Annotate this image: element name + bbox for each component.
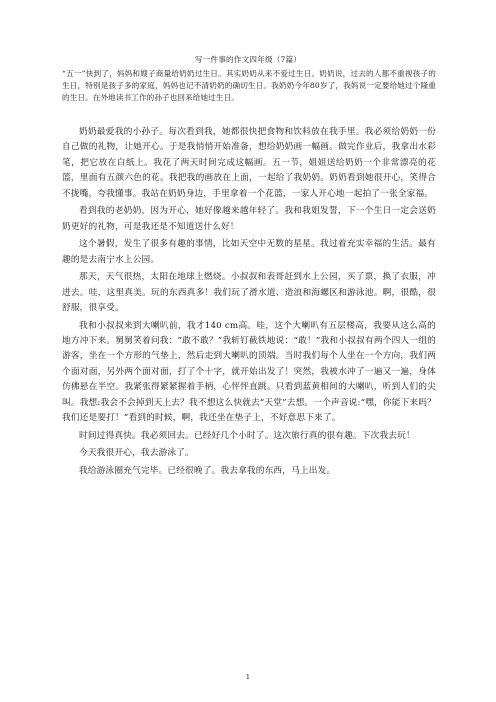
paragraph: 看到我的老奶奶，因为开心，她好像越来越年轻了。我和我姐发誓，下一个生日一定会送奶奶更好的礼物，可是我还是不知道送什么好！ xyxy=(62,206,436,232)
paragraph: 时间过得真快。我必须回去。已经好几个小时了。这次旅行真的很有趣。下次我去玩！ xyxy=(79,430,415,441)
intro-text: “五一”快到了，妈妈和嫂子商量给奶奶过生日。其实奶奶从来不爱过生日。奶奶说，过去的人都不重视孩子的生日，特别是孩子多的家庭，妈妈也记不清奶奶的确切生日。我奶奶今年80岁了，我妈说一定要给她过个隆重的生日。在外地读书工作的孙子也回来给她过生日。 xyxy=(62,69,436,103)
paragraph: 那天，天气很热，太阳在地球上燃烧。小叔叔和表哥赶到水上公园，买了票，换了衣服，冲进去。哇，这里真美。玩的东西真多！我们玩了滑水道、造浪和海螺区和游泳池。啊，很酷，很舒服，很享受。 xyxy=(62,272,436,314)
paragraph: 今天我很开心，我去游泳了。 xyxy=(79,448,194,459)
paragraph: 我给游泳圈充气完毕。已经很晚了。我去拿我的东西，马上出发。 xyxy=(79,465,336,476)
page-number: 1 xyxy=(245,673,251,681)
intro-paragraph xyxy=(62,68,436,104)
body-text xyxy=(62,125,436,481)
paragraph: 奶奶最爱我的小孙子。每次看到我，她都很快把食物和饮料放在我手里。我必须给奶奶一份自己做的礼物，让她开心。于是我悄悄开始准备，想给奶奶画一幅画。做完作业后，我拿出水彩笔，把它放在白纸上。我花了两天时间完成这幅画。五一节，姐姐送给奶奶一个非常漂亮的花篮，里面有五颜六色的花。我把我的画放在上面，一起给了我奶奶。奶奶看到她很开心，笑得合不拢嘴，夸我懂事。我站在奶奶身边，手里拿着一个花篮，一家人开心地一起拍了一张全家福。 xyxy=(62,127,436,199)
paragraph: 我和小叔叔来到大喇叭前，我才140 cm高。哇，这个大喇叭有五层楼高，我要从这么高的地方冲下来。舅舅笑着问我：“敢不敢？”我斩钉截铁地说：“敢！”我和小叔叔有两个四人一组的游客，坐在一个方形的气垫上，然后走到大喇叭的顶端。当时我们每个人坐在一个方向，我们两个面对面，另外两个面对面，打了个十字，就开始出发了！突然，我被水冲了一遍又一遍，身体仿佛悬在半空。我紧张得紧紧握着手柄，心怦怦直跳。只看到蓝黄相间的大喇叭，听到人们的尖叫。我想:我会不会掉到天上去？我不想这么快就去“天堂”去想。一个声音说:“嘿，你能下来吗？我们还是要打！”看到的时候，啊，我还坐在垫子上，不好意思下来了。 xyxy=(62,320,436,424)
paragraph: 这个暑假，发生了很多有趣的事情，比如天空中无数的星星。我过着充实幸福的生活。最有趣的是去南宁水上公园。 xyxy=(62,239,436,265)
document-title: 写一件事的作文四年级（7篇） xyxy=(194,55,302,64)
